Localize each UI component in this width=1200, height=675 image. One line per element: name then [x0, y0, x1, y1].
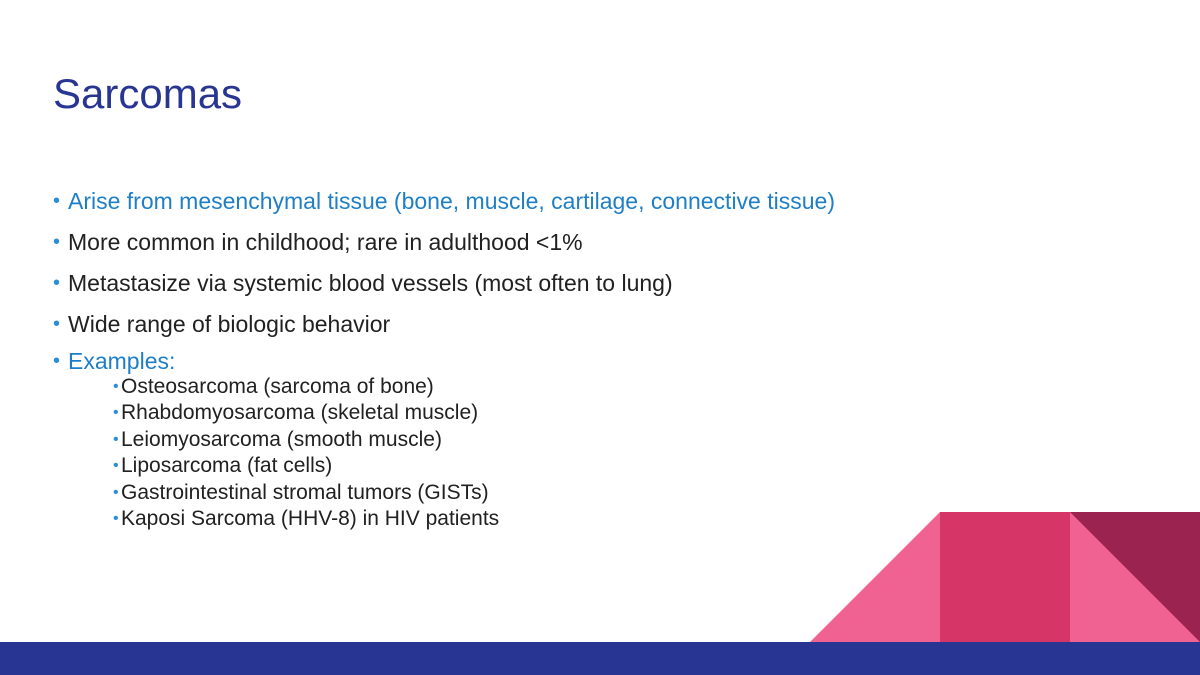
example-text: Kaposi Sarcoma (HHV-8) in HIV patients — [121, 506, 500, 530]
sub-bullet-dot-icon: • — [113, 457, 119, 475]
bullet-dot-icon: • — [53, 190, 61, 212]
sub-bullet-dot-icon: • — [113, 483, 119, 501]
pink-triangle-shape — [810, 512, 940, 642]
slide-title: Sarcomas — [53, 70, 243, 117]
examples-label: Examples: — [68, 348, 176, 374]
example-text: Osteosarcoma (sarcoma of bone) — [121, 375, 434, 398]
sub-bullet-dot-icon: • — [113, 404, 119, 422]
example-text: Gastrointestinal stromal tumors (GISTs) — [121, 480, 489, 504]
bullet-text: Wide range of biologic behavior — [68, 311, 391, 337]
example-text: Liposarcoma (fat cells) — [121, 454, 333, 478]
example-text: Leiomyosarcoma (smooth muscle) — [121, 427, 442, 451]
crimson-block-shape — [940, 512, 1070, 642]
bullet-dot-icon: • — [53, 272, 61, 294]
example-text: Rhabdomyosarcoma (skeletal muscle) — [121, 401, 479, 425]
bullet-dot-icon: • — [53, 313, 61, 335]
footer-bar — [0, 642, 1200, 675]
sub-bullet-dot-icon: • — [113, 509, 119, 527]
bullet-text: More common in childhood; rare in adulthood <1% — [68, 229, 583, 255]
bullet-text: Metastasize via systemic blood vessels (most often to lung) — [68, 270, 673, 296]
bullet-dot-icon: • — [53, 350, 61, 372]
sub-bullet-dot-icon: • — [113, 430, 119, 448]
sub-bullet-dot-icon: • — [113, 378, 119, 395]
bullet-dot-icon: • — [53, 231, 61, 253]
bullet-text: Arise from mesenchymal tissue (bone, muscle, cartilage, connective tissue) — [68, 188, 835, 214]
